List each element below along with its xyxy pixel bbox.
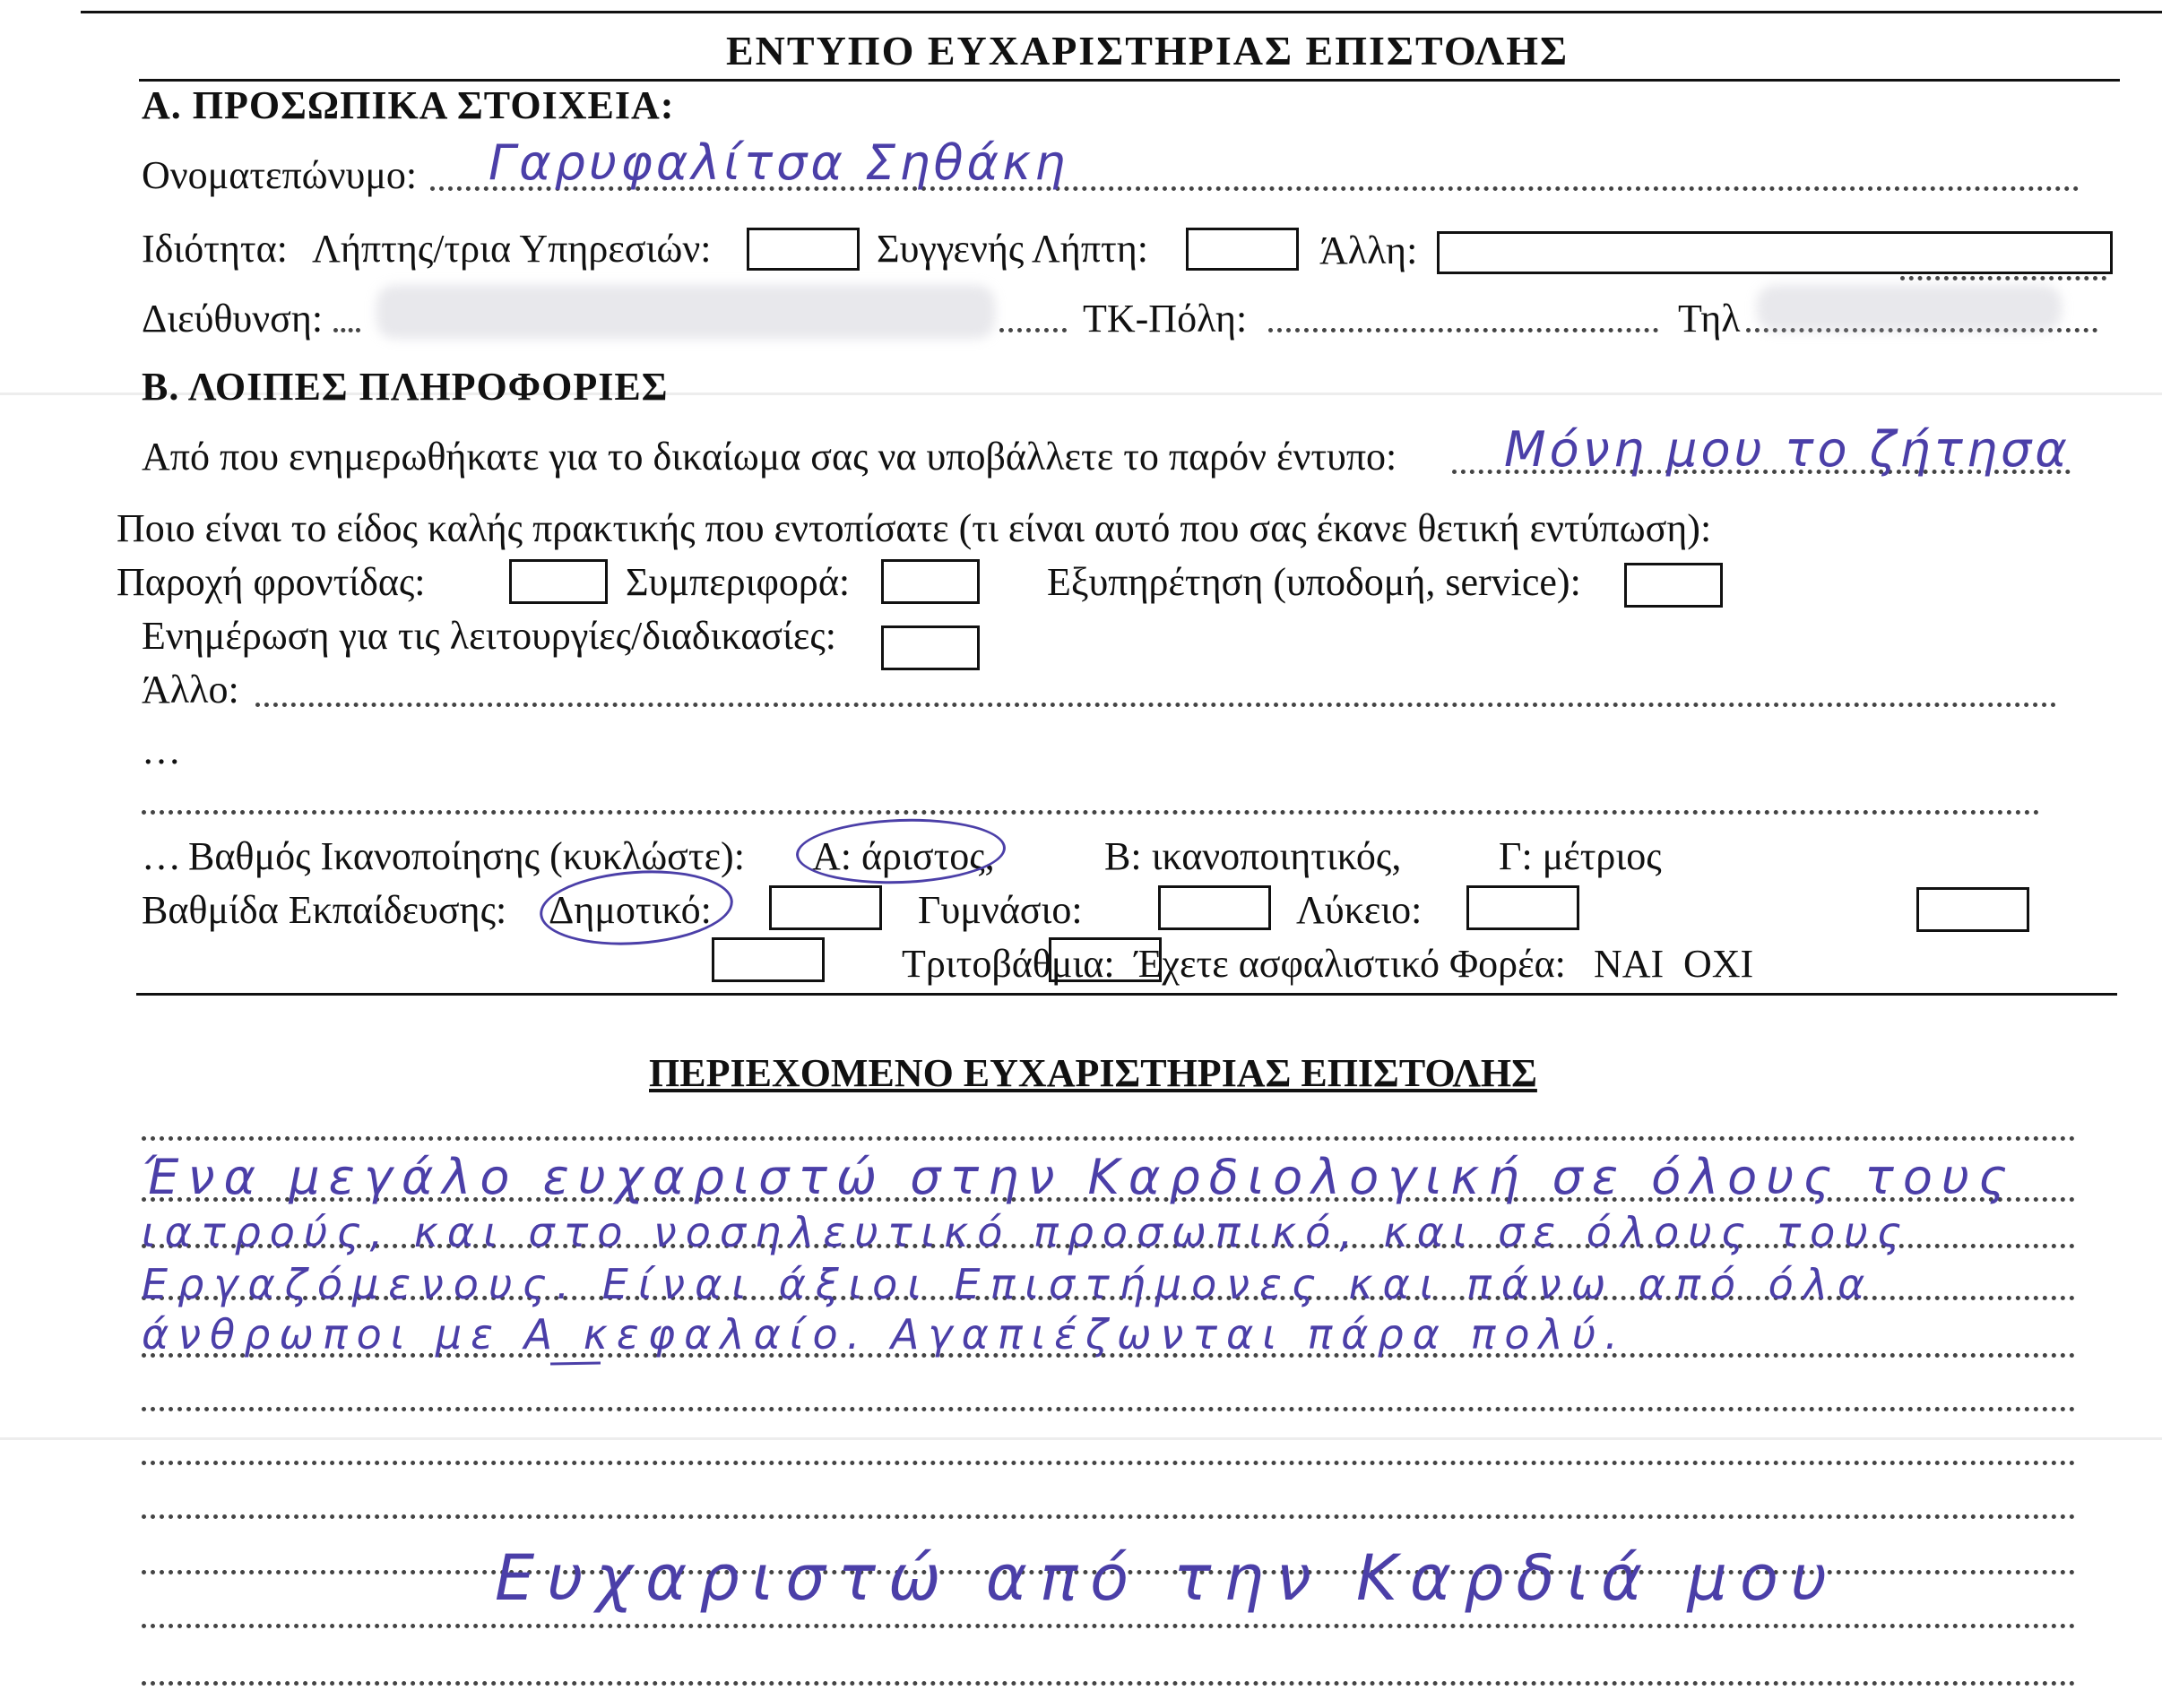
title-underline	[139, 79, 2120, 82]
education-tertiary-checkbox[interactable]	[712, 937, 825, 982]
capacity-recipient-checkbox[interactable]	[747, 228, 860, 271]
phone-label: Τηλ	[1678, 297, 1741, 341]
source-handwritten-answer: Μόνη μου το ζήτησα	[1504, 421, 2071, 478]
education-gymnasium-label: Γυμνάσιο:	[918, 888, 1083, 932]
name-label: Ονοματεπώνυμο:	[142, 153, 418, 197]
practice-other-label: Άλλο:	[142, 668, 239, 712]
satisfaction-option-c[interactable]: Γ: μέτριος	[1499, 834, 1662, 878]
address-redacted	[376, 285, 995, 339]
practice-other-ellipsis: …	[142, 729, 181, 772]
section-a-heading: Α. ΠΡΟΣΩΠΙΚΑ ΣΤΟΙΧΕΙΑ:	[142, 83, 675, 127]
source-question: Από που ενημερωθήκατε για το δικαίωμα σας να υποβάλλετε το παρόν έντυπο:	[142, 435, 1397, 479]
practice-other-dotted-line	[255, 703, 2057, 707]
satisfaction-label: Βαθμός Ικανοποίησης (κυκλώστε):	[188, 834, 745, 878]
top-rule	[81, 11, 2162, 13]
capacity-relative-label: Συγγενής Λήπτη:	[877, 227, 1148, 271]
insurance-question: Έχετε ασφαλιστικό Φορέα:	[1135, 942, 1566, 986]
practice-behavior-label: Συμπεριφορά:	[626, 560, 851, 604]
name-handwritten-value: Γαρυφαλίτσα Σηθάκη	[489, 134, 1069, 191]
address-dotted-line-start	[333, 328, 360, 332]
section-b-heading: Β. ΛΟΙΠΕΣ ΠΛΗΡΟΦΟΡΙΕΣ	[142, 365, 669, 409]
letter-line-7	[142, 1514, 2076, 1519]
education-label: Βαθμίδα Εκπαίδευσης:	[142, 888, 507, 932]
form-title: ΕΝΤΥΠΟ ΕΥΧΑΡΙΣΤΗΡΙΑΣ ΕΠΙΣΤΟΛΗΣ	[726, 28, 1570, 73]
section-divider	[136, 993, 2117, 996]
insurance-yes[interactable]: ΝΑΙ	[1594, 942, 1665, 986]
postcode-dotted-line	[1268, 328, 1658, 332]
address-dotted-line-end	[999, 328, 1067, 332]
letter-line-10	[142, 1681, 2076, 1686]
letter-line-9	[142, 1624, 2076, 1628]
letter-line-5	[142, 1407, 2076, 1411]
education-lyceum-label: Λύκειο:	[1296, 888, 1423, 932]
practice-other-dotted-line-2	[142, 810, 2040, 815]
education-tertiary-label: Τριτοβάθμια:	[902, 942, 1115, 986]
capacity-label: Ιδιότητα:	[142, 227, 288, 271]
capacity-recipient-label: Λήπτης/τρια Υπηρεσιών:	[312, 227, 712, 271]
satisfaction-option-b[interactable]: Β: ικανοποιητικός,	[1104, 834, 1402, 878]
practice-care-label: Παροχή φροντίδας:	[117, 560, 426, 604]
capacity-other-dotted-line	[1900, 276, 2106, 280]
postcode-label: ΤΚ-Πόλη:	[1083, 297, 1248, 341]
practice-behavior-checkbox[interactable]	[881, 559, 980, 604]
practice-service-label: Εξυπηρέτηση (υποδομή, service):	[1047, 560, 1581, 604]
letter-text-line-3: Εργαζόμενους. Είναι άξιοι Επιστήμονες και πάνω από όλα	[142, 1260, 1875, 1308]
letter-line-0	[142, 1136, 2076, 1141]
education-primary-label[interactable]: Δημοτικό:	[549, 888, 712, 932]
education-lyceum-checkbox[interactable]	[1466, 885, 1579, 930]
practice-info-checkbox[interactable]	[881, 625, 980, 670]
practice-info-label: Ενημέρωση για τις λειτουργίες/διαδικασίες:	[142, 614, 836, 658]
paper-fold-2	[0, 1437, 2162, 1440]
phone-redacted	[1757, 285, 2062, 332]
satisfaction-option-a[interactable]: Α: άριστος,	[812, 834, 995, 878]
capacity-relative-checkbox[interactable]	[1186, 228, 1299, 271]
satisfaction-prefix: …	[142, 834, 181, 878]
letter-line-6	[142, 1461, 2076, 1465]
letter-text-line-1: Ένα μεγάλο ευχαριστώ στην Καρδιολογική σε όλους τους	[142, 1149, 2016, 1205]
education-primary-checkbox[interactable]	[769, 885, 882, 930]
letter-heading: ΠΕΡΙΕΧΟΜΕΝΟ ΕΥΧΑΡΙΣΤΗΡΙΑΣ ΕΠΙΣΤΟΛΗΣ	[649, 1051, 1537, 1095]
capacity-other-field[interactable]	[1437, 231, 2113, 274]
letter-text-line-4: άνθρωποι με Α κεφαλαίο. Αγαπιέζωνται πάρα πολύ.	[142, 1310, 1627, 1359]
practice-care-checkbox[interactable]	[509, 559, 608, 604]
practice-question: Ποιο είναι το είδος καλής πρακτικής που εντοπίσατε (τι είναι αυτό που σας έκανε θετική εντύπωση):	[117, 506, 1712, 550]
address-label: Διεύθυνση:	[142, 297, 324, 341]
insurance-no[interactable]: ΟΧΙ	[1683, 942, 1754, 986]
education-gymnasium-checkbox[interactable]	[1158, 885, 1271, 930]
practice-service-checkbox[interactable]	[1624, 563, 1723, 608]
capacity-other-label: Άλλη:	[1319, 229, 1418, 272]
letter-underline-mark	[550, 1362, 601, 1366]
letter-signoff: Ευχαριστώ από την Καρδιά μου	[495, 1541, 1840, 1615]
education-extra-checkbox[interactable]	[1916, 887, 2029, 932]
letter-text-line-2: ιατρούς, και στο νοσηλευτικό προσωπικό, και σε όλους τους	[142, 1208, 1910, 1256]
